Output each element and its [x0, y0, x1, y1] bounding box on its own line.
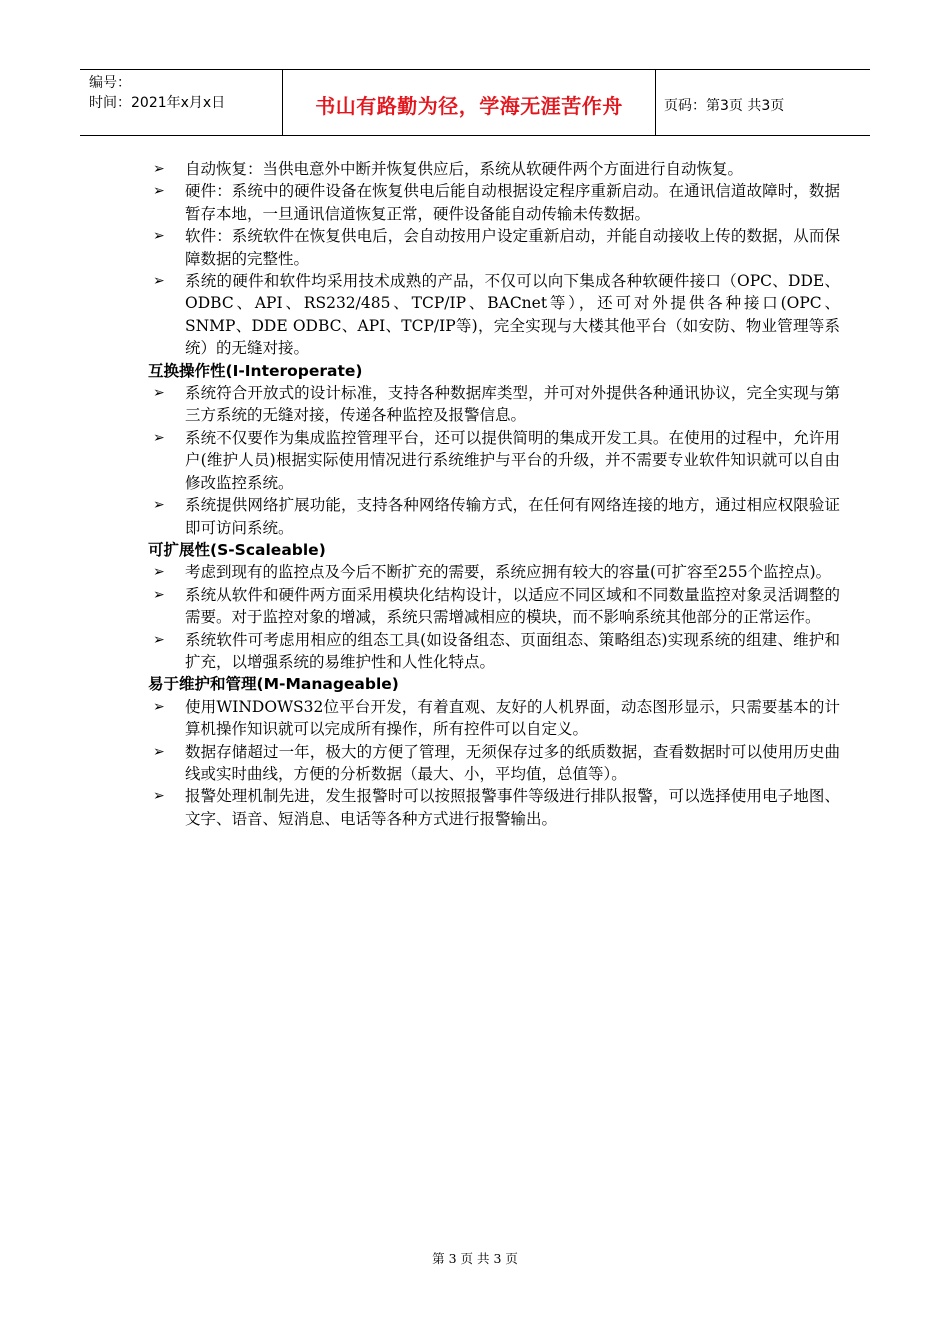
list-item-text: 系统从软件和硬件两方面采用模块化结构设计，以适应不同区域和不同数量监控对象灵活调整的需要。对于监控对象的增减，系统只需增减相应的模块，而不影响系统其他部分的正常运作。	[185, 585, 840, 627]
list-item	[148, 741, 840, 786]
arrow-bullet-icon: ➢	[153, 161, 165, 177]
list-item	[148, 696, 840, 741]
list-item	[148, 382, 840, 427]
section-heading: 易于维护和管理(M-Manageable)	[148, 675, 399, 694]
page-footer: 第 3 页 共 3 页	[432, 1251, 518, 1266]
list-item-text: 系统不仅要作为集成监控管理平台，还可以提供简明的集成开发工具。在使用的过程中，允许用户(维护人员)根据实际使用情况进行系统维护与平台的升级，并不需要专业软件知识就可以自由修改监控系统。	[185, 428, 840, 492]
arrow-bullet-icon: ➢	[153, 698, 165, 715]
list-item	[148, 225, 840, 270]
list-item-text: 系统符合开放式的设计标准，支持各种数据库类型，并可对外提供各种通讯协议，完全实现与第三方系统的无缝对接，传递各种监控及报警信息。	[185, 384, 840, 425]
arrow-bullet-icon: ➢	[153, 631, 165, 648]
list-item-text: 系统软件可考虑用相应的组态工具(如设备组态、页面组态、策略组态)实现系统的组建、维护和扩充，以增强系统的易维护性和人性化特点。	[185, 630, 840, 671]
document-number-label: 编号：	[89, 75, 131, 91]
list-item-text: 系统的硬件和软件均采用技术成熟的产品，不仅可以向下集成各种软硬件接口（OPC、DDE、ODBC、API、RS232/485、TCP/IP、BACnet等），还可对外提供各种接口(OPC、SNMP、DDE ODBC、API、TCP/IP等)，完全实现与大楼其他平台（如安防、物业管理等系统）的无缝对接。	[185, 272, 840, 358]
arrow-bullet-icon: ➢	[153, 564, 165, 581]
list-item-text: 使用WINDOWS32位平台开发，有着直观、友好的人机界面，动态图形显示，只需要基本的计算机操作知识就可以完成所有操作，所有控件可以自定义。	[185, 697, 840, 739]
header-motto: 书山有路勤为径，学海无涯苦作舟	[283, 70, 656, 135]
list-item-text: 数据存储超过一年，极大的方便了管理，无须保存过多的纸质数据，查看数据时可以使用历史曲线或实时曲线，方便的分析数据（最大、小，平均值，总值等）。	[185, 742, 840, 783]
list-item	[148, 270, 840, 360]
section-heading: 互换操作性(I-Interoperate)	[148, 361, 363, 380]
list-item-text: 自动恢复：当供电意外中断并恢复供应后，系统从软硬件两个方面进行自动恢复。	[185, 160, 744, 178]
list-item-text: 考虑到现有的监控点及今后不断扩充的需要，系统应拥有较大的容量(可扩容至255个监控点)。	[185, 563, 832, 582]
header-meta	[80, 70, 283, 135]
list-item-text: 系统提供网络扩展功能，支持各种网络传输方式，在任何有网络连接的地方，通过相应权限验证即可访问系统。	[185, 496, 840, 537]
arrow-bullet-icon: ➢	[153, 586, 165, 603]
header-page-number: 页码：第3页 共3页	[664, 97, 785, 114]
document-time-label: 时间：2021年x月x日	[89, 95, 226, 111]
document-body	[148, 158, 840, 830]
arrow-bullet-icon: ➢	[153, 788, 165, 805]
arrow-bullet-icon: ➢	[153, 497, 165, 514]
list-item-text: 硬件：系统中的硬件设备在恢复供电后能自动根据设定程序重新启动。在通讯信道故障时，数据暂存本地，一旦通讯信道恢复正常，硬件设备能自动传输未传数据。	[185, 182, 840, 223]
arrow-bullet-icon: ➢	[153, 183, 165, 200]
arrow-bullet-icon: ➢	[153, 743, 165, 760]
arrow-bullet-icon: ➢	[153, 273, 165, 290]
arrow-bullet-icon: ➢	[153, 228, 165, 245]
page-header	[80, 69, 870, 136]
list-item	[148, 785, 840, 830]
arrow-bullet-icon: ➢	[153, 429, 165, 446]
list-item	[148, 629, 840, 674]
list-item-text: 软件：系统软件在恢复供电后，会自动按用户设定重新启动，并能自动接收上传的数据，从而保障数据的完整性。	[185, 227, 840, 268]
list-item	[148, 494, 840, 539]
list-item-text: 报警处理机制先进，发生报警时可以按照报警事件等级进行排队报警，可以选择使用电子地图、文字、语音、短消息、电话等各种方式进行报警输出。	[185, 787, 840, 828]
list-item	[148, 427, 840, 494]
list-item	[148, 561, 840, 583]
arrow-bullet-icon: ➢	[153, 385, 165, 402]
list-item	[148, 180, 840, 225]
section-heading: 可扩展性(S-Scaleable)	[148, 540, 326, 559]
list-item	[148, 158, 840, 180]
list-item	[148, 584, 840, 629]
